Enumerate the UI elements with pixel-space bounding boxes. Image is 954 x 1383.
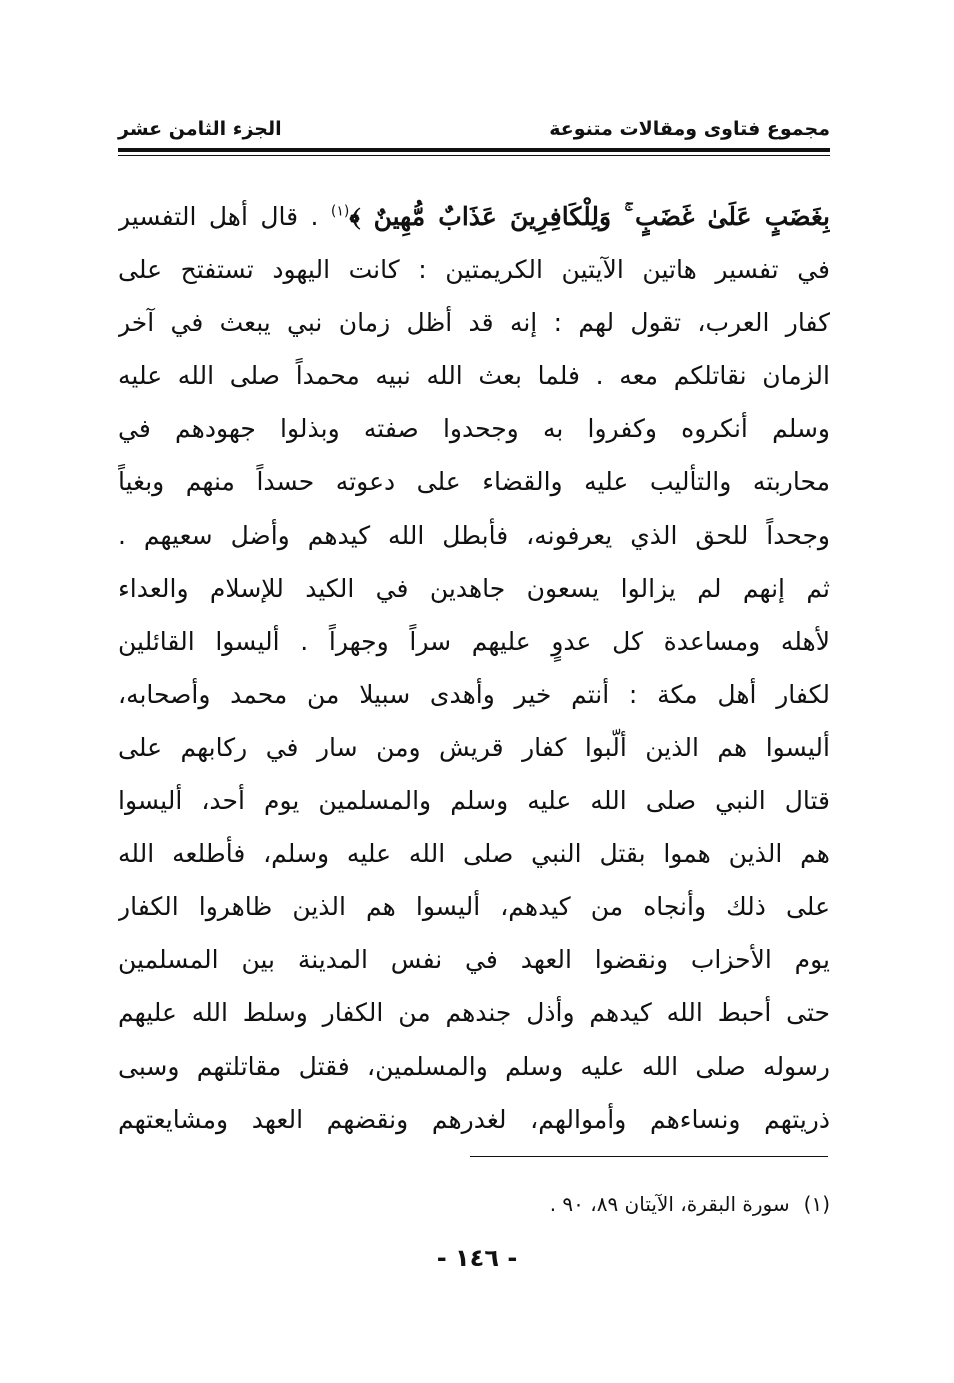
volume-title: الجزء الثامن عشر (118, 118, 282, 140)
text-line: محاربته والتأليب عليه والقضاء على دعوته حسداً منهم وبغياً (118, 467, 830, 497)
text-line: حتى أحبط الله كيدهم وأذل جندهم من الكفار وسلط الله عليهم (118, 998, 830, 1028)
footnote-text: سورة البقرة، الآيتان ٨٩، ٩٠ . (549, 1192, 790, 1216)
text-line: وسلم أنكروه وكفروا به وجحدوا صفته وبذلوا جهودهم في (118, 414, 830, 444)
text-line-rest: . قال أهل التفسير (118, 202, 319, 231)
text-line: ثم إنهم لم يزالوا يسعون جاهدين في الكيد للإسلام والعداء (118, 573, 830, 603)
text-line: لأهله ومساعدة كل عدوٍ عليهم سراً وجهراً . أليسوا القائلين (118, 626, 830, 656)
book-title: مجموع فتاوى ومقالات متنوعة (549, 118, 830, 140)
text-line: يوم الأحزاب ونقضوا العهد في نفس المدينة بين المسلمين (118, 945, 830, 975)
main-text (118, 190, 830, 1146)
footnote-reference[interactable]: (١) (330, 203, 350, 220)
text-line: رسوله صلى الله عليه وسلم والمسلمين، فقتل مقاتلتهم وسبى (118, 1051, 830, 1081)
text-line: هم الذين هموا بقتل النبي صلى الله عليه وسلم، فأطلعه الله (118, 839, 830, 869)
text-line: لكفار أهل مكة : أنتم خير وأهدى سبيلا من محمد وأصحابه، (118, 679, 830, 709)
text-line: وجحداً للحق الذي يعرفونه، فأبطل الله كيدهم وأضل سعيهم . (118, 520, 830, 550)
header-rule-thick (118, 148, 830, 152)
header-rule-thin (118, 155, 830, 156)
text-line: ذريتهم ونساءهم وأموالهم، لغدرهم ونقضهم العهد ومشايعتهم (118, 1104, 830, 1134)
text-line: على ذلك وأنجاه من كيدهم، أليسوا هم الذين ظاهروا الكفار (118, 892, 830, 922)
footnote-separator (470, 1156, 828, 1157)
text-line: الزمان نقاتلكم معه . فلما بعث الله نبيه محمداً صلى الله عليه (118, 361, 830, 391)
text-line: أليسوا هم الذين ألّبوا كفار قريش ومن سار في ركابهم على (118, 732, 830, 762)
text-line: كفار العرب، تقول لهم : إنه قد أظل زمان نبي يبعث في آخر (118, 308, 830, 338)
running-header (118, 112, 830, 152)
footnote-marker: (١) (803, 1192, 830, 1216)
text-line: قتال النبي صلى الله عليه وسلم والمسلمين يوم أحد، أليسوا (118, 786, 830, 816)
text-line (118, 190, 830, 243)
text-line: في تفسير هاتين الآيتين الكريمتين : كانت اليهود تستفتح على (118, 255, 830, 285)
footnote (550, 1192, 830, 1216)
quran-verse: بِغَضَبٍ عَلَىٰ غَضَبٍ ۚ وَلِلْكَافِرِينَ عَذَابٌ مُّهِينٌ ﴾ (349, 202, 830, 231)
page-number: - ١٤٦ - (436, 1244, 518, 1272)
